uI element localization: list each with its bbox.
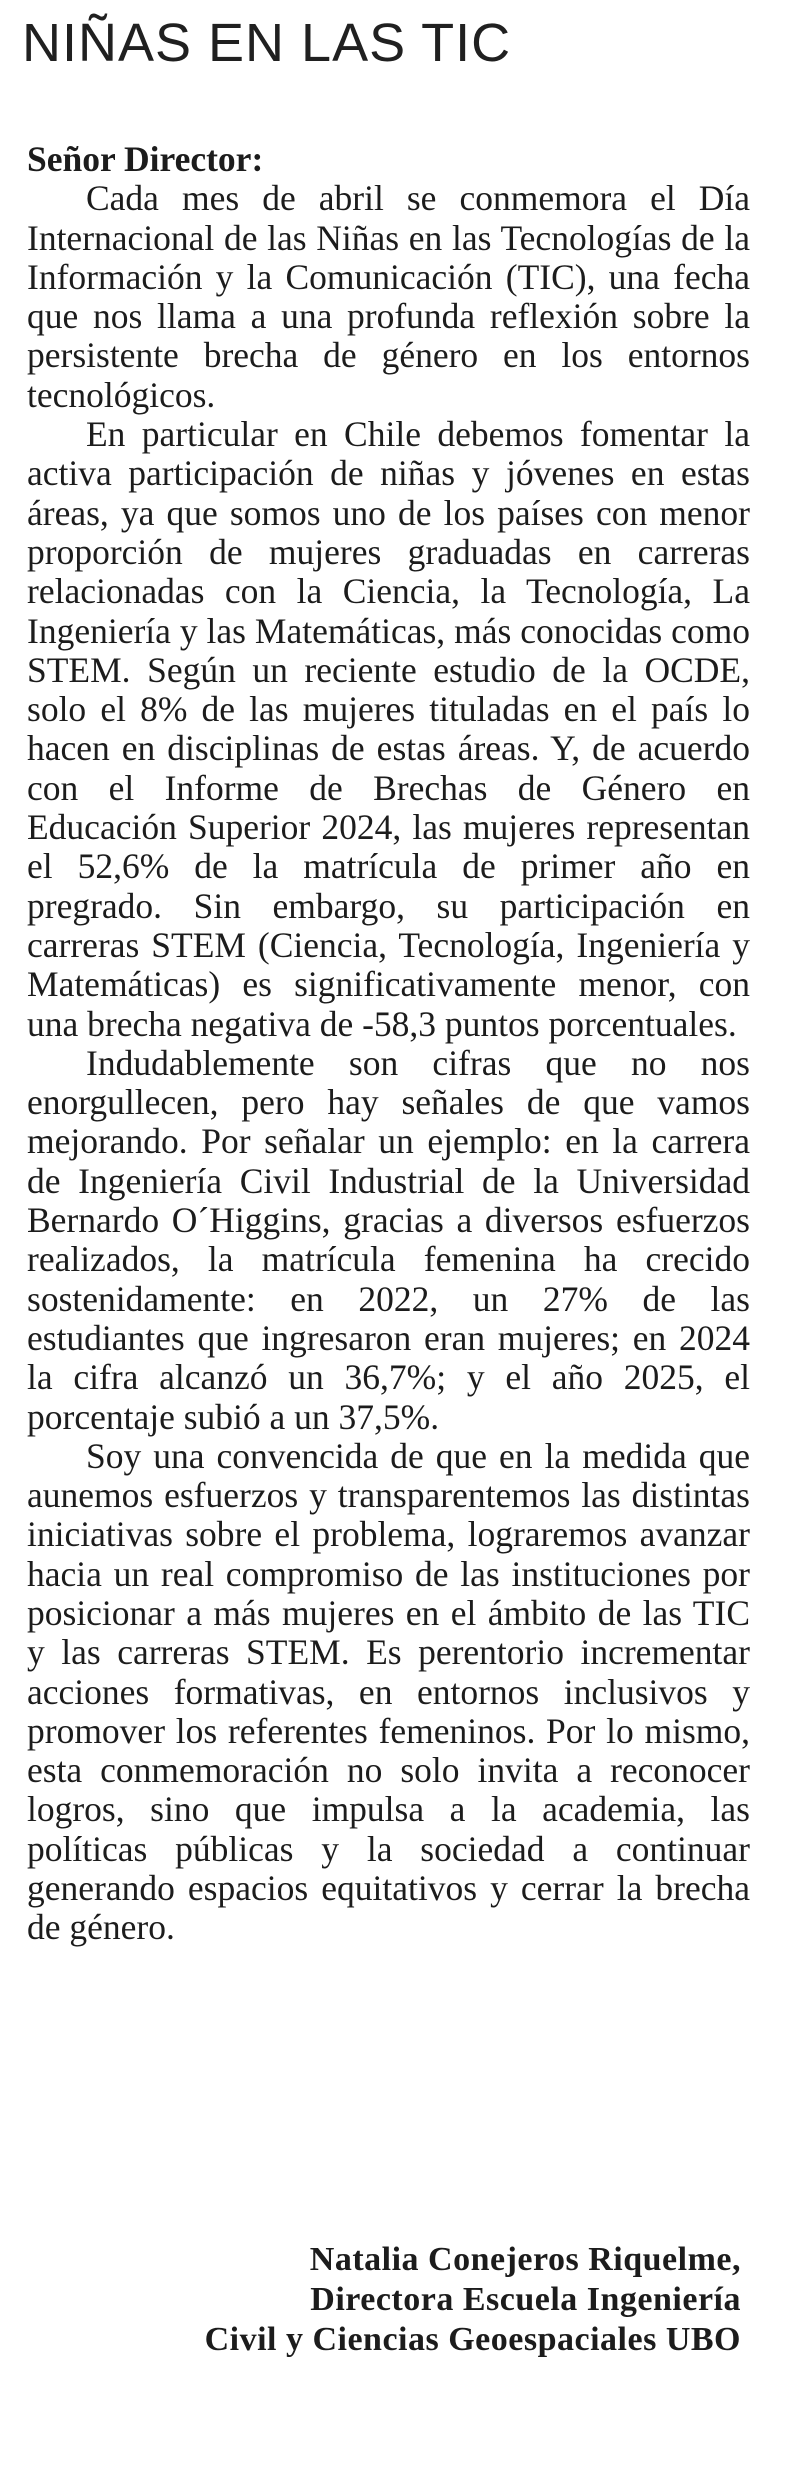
paragraph-1: Cada mes de abril se conmemora el Día Internacional de las Niñas en las Tecnologías de la Información y la Comunicación (TIC), una fecha que nos llama a una profunda reflexión sobre la persistente brecha de género en los entornos tecnológicos. [27,178,750,415]
signature-role-line-1: Directora Escuela Ingeniería [310,2281,741,2318]
paragraph-2: En particular en Chile debemos fomentar la activa participación de niñas y jóvenes en estas áreas, ya que somos uno de los países con menor proporción de mujeres graduadas en carreras relacionadas con la Ciencia, la Tecnología, La Ingeniería y las Matemáticas, más conocidas como STEM. Según un reciente estudio de la OCDE, solo el 8% de las mujeres tituladas en el país lo hacen en disciplinas de estas áreas. Y, de acuerdo con el Informe de Brechas de Género en Educación Superior 2024, las mujeres representan el 52,6% de la matrícula de primer año en pregrado. Sin embargo, su participación en carreras STEM (Ciencia, Tecnología, Ingeniería y Matemáticas) es significativamente menor, con una brecha negativa de -58,3 puntos porcentuales. [27,414,750,1044]
article-title: NIÑAS EN LAS TIC [22,13,512,73]
signature-name: Natalia Conejeros Riquelme, [309,2241,741,2278]
paragraph-4: Soy una convencida de que en la medida que aunemos esfuerzos y transparentemos las distintas iniciativas sobre el problema, lograremos avanzar hacia un real compromiso de las instituciones por posicionar a más mujeres en el ámbito de las TIC y las carreras STEM. Es perentorio incrementar acciones formativas, en entornos inclusivos y promover los referentes femeninos. Por lo mismo, esta conmemoración no solo invita a reconocer logros, sino que impulsa a la academia, las políticas públicas y la sociedad a continuar generando espacios equitativos y cerrar la brecha de género. [27,1435,750,1948]
paragraph-3: Indudablemente son cifras que no nos enorgullecen, pero hay señales de que vamos mejorando. Por señalar un ejemplo: en la carrera de Ingeniería Civil Industrial de la Universidad Bernardo O´Higgins, gracias a diversos esfuerzos realizados, la matrícula femenina ha crecido sostenidamente: en 2022, un 27% de las estudiantes que ingresaron eran mujeres; en 2024 la cifra alcanzó un 36,7%; y el año 2025, el porcentaje subió a un 37,5%. [27,1042,750,1437]
salutation: Señor Director: [27,139,264,179]
letter-body [27,140,750,1948]
signature-block [205,2240,741,2360]
signature-role-line-2: Civil y Ciencias Geoespaciales UBO [204,2321,741,2358]
